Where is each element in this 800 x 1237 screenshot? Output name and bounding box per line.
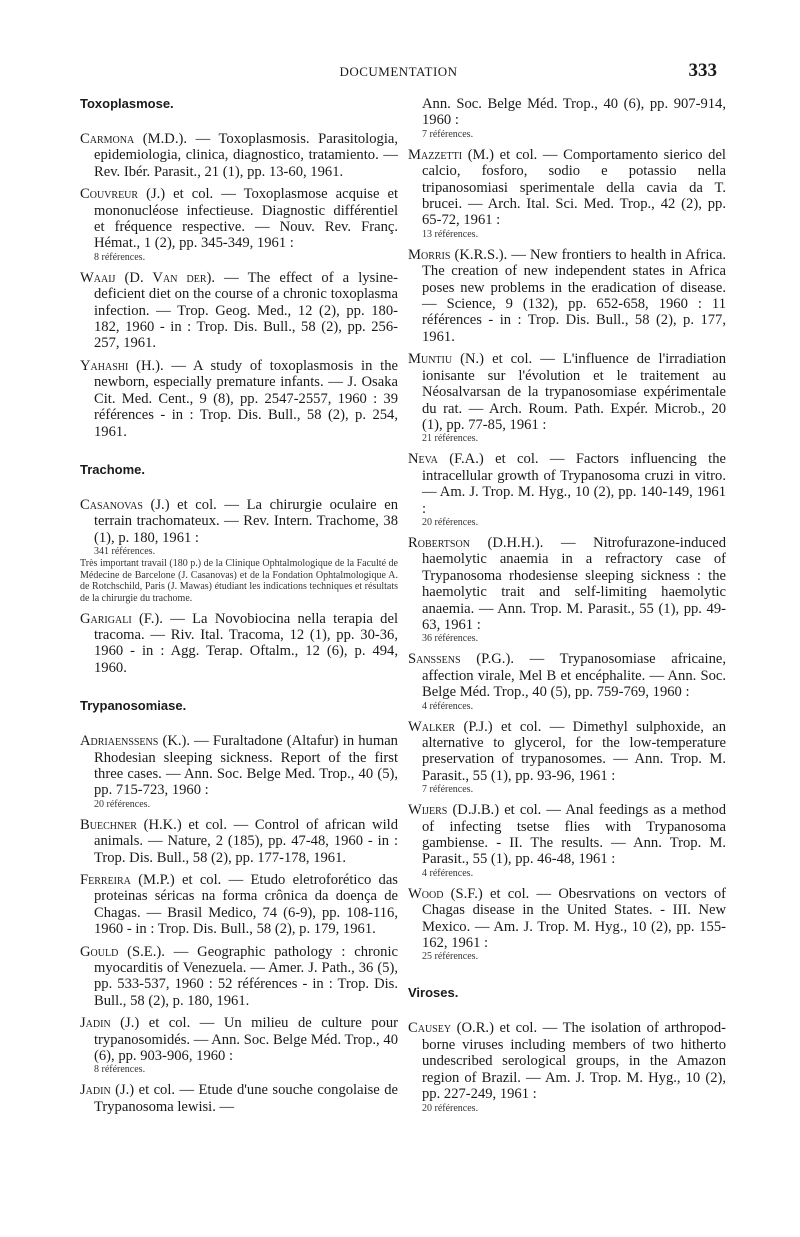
reference-entry <box>80 817 398 866</box>
reference-entry <box>408 886 726 964</box>
section-title: Toxoplasmose. <box>80 96 174 111</box>
citation: et col. — Comportamento sierico del calcio, fosforo, sodio e potassio nella tripanosomiasi sperimentale della cavia da T. brucei. — Arch. Ital. Sci. Med. Trop., 42 (2), pp. 65-72, 1961 : <box>422 146 726 229</box>
author: Wijers (D.J.B.) <box>408 802 500 819</box>
reference-text: Ann. Soc. Belge Méd. Trop., 40 (6), pp. 907-914, 1960 : <box>422 96 726 129</box>
reference-text <box>408 247 726 345</box>
abstract: Très important travail (180 p.) de la Clinique Ophtalmologique de la Faculté de Médecine de Barcelone (J. Casanovas) et de la Fondation Ophtalmologique A. de Rotchschild, Paris (J. Mawas) étudiant les indications techniques et résultats de la chirurgie du trachome. <box>80 558 398 604</box>
author: Robertson (D.H.H.). <box>408 534 544 551</box>
reference-entry <box>408 535 726 645</box>
author: Causey (O.R.) <box>408 1020 494 1037</box>
author: Wood (S.F.) <box>408 885 483 902</box>
reference-entry <box>80 944 398 1010</box>
reference-entry <box>408 351 726 445</box>
author: Ferreira (M.P.) <box>80 871 175 888</box>
citation: — Nitrofurazone-induced haemolytic anaemia in a refractory case of Trypanosoma rhodesiense sleeping sickness : the haemolytic trait and self-limiting haemolytic anaemia. — Ann. Trop. M. Parasit., 55 (1), pp. 49-63, 1961 : <box>422 534 727 633</box>
author: Garigali (F.). <box>80 610 163 627</box>
reference-count: 4 références. <box>422 867 474 879</box>
reference-text <box>80 1082 398 1115</box>
reference-text <box>408 886 726 952</box>
citation: — Toxoplasmosis. Parasitologia, epidemiologia, clinica, diagnostico, tratamiento. — Rev. Ibér. Parasit., 21 (1), pp. 13-60, 1961. <box>94 131 399 180</box>
left-column <box>80 96 398 1121</box>
reference-text <box>408 802 726 868</box>
reference-text <box>80 944 398 1010</box>
citation: et col. — Un milieu de culture pour trypanosomidés. — Ann. Soc. Belge Méd. Trop., 40 (6), pp. 903-906, 1960 : <box>94 1015 398 1065</box>
author: Walker (P.J.) <box>408 718 493 735</box>
reference-text <box>80 270 398 352</box>
reference-entry <box>408 1020 726 1114</box>
reference-entry <box>80 1015 398 1076</box>
author: Yahashi (H.). <box>80 357 164 374</box>
citation: — A study of toxoplasmosis in the newborn, especially premature infants. — J. Osaka Cit. Med. Cent., 9 (8), pp. 2547-2557, 1960 : 39 références - in : Trop. Dis. Bull., 58 (2), p. 254, 1961. <box>94 357 398 440</box>
citation: et col. — Obesrvations on vectors of Chagas disease in the United States. - III. New Mexico. — Am. J. Trop. M. Hyg., 10 (2), pp. 155-162, 1961 : <box>422 885 726 952</box>
citation: — Furaltadone (Altafur) in human Rhodesian sleeping sickness. Report of the first three cases. — Ann. Soc. Belge Med. Trop., 40 (5), pp. 715-723, 1960 : <box>94 733 398 799</box>
reference-entry <box>80 611 398 677</box>
reference-count: 7 références. <box>422 784 474 796</box>
author: Buechner (H.K.) <box>80 816 182 833</box>
citation: et col. — Control of african wild animals. — Nature, 2 (185), pp. 47-48, 1960 - in : Trop. Dis. Bull., 58 (2), pp. 177-178, 1961. <box>94 816 399 866</box>
reference-entry <box>408 451 726 529</box>
section-title: Trypanosomiase. <box>80 698 187 714</box>
reference-count: 13 références. <box>422 228 479 240</box>
reference-entry <box>80 186 398 264</box>
reference-count: 25 références. <box>422 951 479 963</box>
author: Jadin (J.) <box>80 1082 135 1099</box>
reference-text <box>80 358 398 440</box>
reference-entry <box>80 1082 398 1115</box>
reference-text <box>80 131 398 180</box>
reference-text <box>80 872 398 938</box>
reference-entry <box>408 802 726 880</box>
reference-text <box>408 535 726 633</box>
author: Gould (S.E.). <box>80 943 165 960</box>
reference-text <box>408 719 726 785</box>
citation: et col. — L'influence de l'irradiation ionisante sur l'évolution et le traitement au Néosalvarsan de la trypanosomiase expérimentale du rat. — Arch. Roum. Path. Expér. Microb., 20 (1), pp. 77-85, 1961 : <box>422 351 727 433</box>
reference-count: 36 références. <box>422 633 479 645</box>
citation: — Trypanosomiase africaine, affection virale, Mel B et encéphalite. — Ann. Soc. Belge Méd. Trop., 40 (5), pp. 759-769, 1960 : <box>422 651 726 701</box>
author: Waaij (D. Van der). <box>80 269 216 286</box>
citation: et col. — The isolation of arthropod-borne viruses including members of two hitherto undescribed serological groups, in the Amazon region of Brazil. — Am. J. Trop. M. Hyg., 10 (2), pp. 227-249, 1961 : <box>422 1020 726 1103</box>
reference-entry <box>408 719 726 797</box>
reference-entry <box>80 270 398 352</box>
reference-count: 8 références. <box>94 251 146 263</box>
section-title: Trachome. <box>80 461 146 477</box>
author: Neva (F.A.) <box>408 451 484 468</box>
author: Sanssens (P.G.). <box>408 651 514 668</box>
reference-text <box>408 147 726 229</box>
running-title: DOCUMENTATION <box>339 64 458 79</box>
author: Jadin (J.) <box>80 1015 140 1032</box>
reference-count: 20 références. <box>94 798 151 810</box>
reference-continuation <box>408 96 726 141</box>
reference-count: 7 références. <box>422 128 474 140</box>
reference-count: 4 références. <box>422 700 474 712</box>
reference-entry <box>408 651 726 712</box>
author: Casanovas (J.) <box>80 496 170 513</box>
author: Mazzetti (M.) <box>408 146 495 163</box>
reference-text <box>408 451 726 517</box>
citation: et col. — Toxoplasmose acquise et mononucléose infectieuse. Diagnostic différentiel et fréquence respective. — Nouv. Rev. Franç. Hémat., 1 (2), pp. 345-349, 1961 : <box>94 186 398 252</box>
reference-text <box>80 497 398 546</box>
author: Morris (K.R.S.). <box>408 246 508 263</box>
section-title: Viroses. <box>408 985 459 1001</box>
citation: et col. — Etudo eletroforético das proteinas séricas na forma crônica da doença de Chagas. — Brasil Medico, 74 (6-9), pp. 108-116, 1960 - in : Trop. Dis. Bull., 58 (2), p. 179, 1961. <box>94 871 398 938</box>
reference-count: 21 références. <box>422 433 479 445</box>
reference-entry <box>80 131 398 180</box>
author: Muntiu (N.) <box>408 351 485 368</box>
reference-count: 20 références. <box>422 516 479 528</box>
author: Adriaenssens (K.). <box>80 733 191 750</box>
citation: et col. — Factors influencing the intracellular growth of Trypanosoma cruzi in vitro. — Am. J. Trop. M. Hyg., 10 (2), pp. 140-149, 1961 : <box>422 451 726 517</box>
right-column <box>408 96 726 1121</box>
reference-text <box>80 186 398 252</box>
citation: et col. — La chirurgie oculaire en terrain trachomateux. — Rev. Intern. Trachome, 38 (1), p. 180, 1961 : <box>94 496 398 546</box>
reference-entry <box>80 497 398 605</box>
page-header <box>80 60 717 84</box>
citation: — New frontiers to health in Africa. The creation of new independent states in Africa poses new problems in the eradication of disease. — Science, 9 (132), pp. 652-658, 1960 : 11 références - in : Trop. Dis. Bull., 58 (2), p. 177, 1961. <box>422 246 726 345</box>
page-number: 333 <box>688 60 717 81</box>
reference-entry <box>408 147 726 241</box>
reference-count: 341 références. <box>94 546 156 558</box>
citation: et col. — Anal feedings as a method of infecting tsetse flies with Trypanosoma gambiense. - II. The results. — Ann. Trop. M. Parasit., 55 (1), pp. 46-48, 1961 : <box>422 802 727 868</box>
reference-text <box>80 611 398 677</box>
reference-entry <box>80 358 398 440</box>
reference-text <box>408 1020 726 1102</box>
author: Couvreur (J.) <box>80 186 166 203</box>
reference-text <box>80 1015 398 1064</box>
citation: et col. — Dimethyl sulphoxide, an alternative to glycerol, for the low-temperature preservation of trypanosomes. — Ann. Trop. M. Parasit., 55 (1), pp. 93-96, 1961 : <box>422 718 726 784</box>
reference-text <box>408 651 726 700</box>
reference-entry <box>80 872 398 938</box>
reference-entry <box>80 733 398 811</box>
reference-text <box>408 351 726 433</box>
citation: — Geographic pathology : chronic myocarditis of Venezuela. — Amer. J. Path., 36 (5), pp. 533-537, 1960 : 52 références - in : Trop. Dis. Bull., 58 (2), p. 180, 1961. <box>94 943 398 1009</box>
citation: — The effect of a lysine-deficient diet on the course of a chronic toxoplasma infection. — Trop. Geog. Med., 12 (2), pp. 180-182, 1960 - in : Trop. Dis. Bull., 58 (2), pp. 256-257, 1961. <box>94 269 398 352</box>
reference-text <box>80 733 398 799</box>
reference-count: 20 références. <box>422 1102 479 1114</box>
citation: et col. — Etude d'une souche congolaise de Trypanosoma lewisi. — <box>94 1082 398 1115</box>
citation: — La Novobiocina nella terapia del tracoma. — Riv. Ital. Tracoma, 12 (1), pp. 30-36, 1960 - in : Agg. Terap. Oftalm., 12 (6), p. 494, 1960. <box>94 610 398 676</box>
reference-text <box>80 817 398 866</box>
reference-entry <box>408 247 726 345</box>
author: Carmona (M.D.). <box>80 131 187 147</box>
reference-count: 8 références. <box>94 1064 146 1076</box>
